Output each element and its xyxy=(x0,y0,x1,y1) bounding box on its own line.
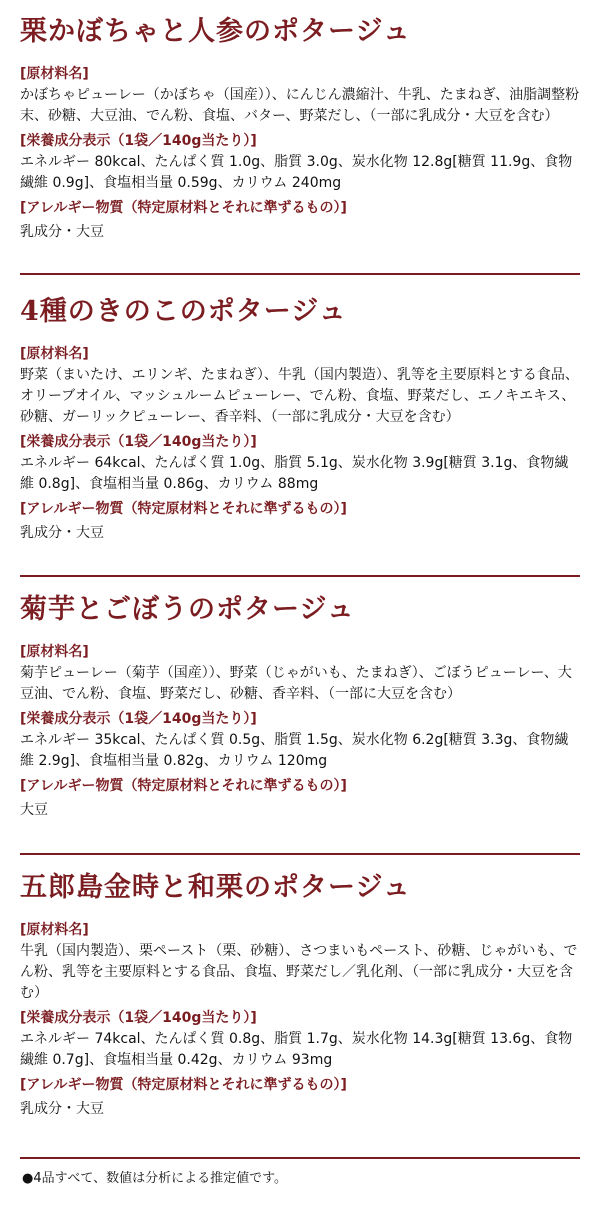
footnote: ●4品すべて、数値は分析による推定値です。 xyxy=(22,1171,288,1186)
section-divider xyxy=(20,1157,580,1159)
product-title: 4種のきのこのポタージュ xyxy=(20,296,347,327)
section-divider xyxy=(20,853,580,855)
nutrition-text: エネルギー 80kcal、たんぱく質 1.0g、脂質 3.0g、炭水化物 12.8g[糖質 11.9g、食物繊維 0.9g]、食塩相当量 0.59g、カリウム 240mg xyxy=(20,154,573,191)
nutrition-heading: [栄養成分表示（1袋／140g当たり）] xyxy=(20,711,257,727)
section-divider xyxy=(20,273,580,275)
product-section xyxy=(20,590,580,821)
allergy-text: 乳成分・大豆 xyxy=(20,1101,104,1117)
allergy-text: 乳成分・大豆 xyxy=(20,224,104,240)
ingredients-text: 野菜（まいたけ、エリンギ、たまねぎ）、牛乳（国内製造）、乳等を主要原料とする食品、オリーブオイル、マッシュルームピューレー、でん粉、食塩、野菜だし、エノキエキス、砂糖、ガーリックピューレー、香辛料、（一部に乳成分・大豆を含む） xyxy=(20,367,579,425)
allergy-heading: [アレルギー物質（特定原材料とそれに準ずるもの）] xyxy=(20,778,347,794)
allergy-text: 大豆 xyxy=(20,802,48,818)
product-title: 菊芋とごぼうのポタージュ xyxy=(20,594,355,625)
product-section xyxy=(20,292,580,544)
nutrition-text: エネルギー 74kcal、たんぱく質 0.8g、脂質 1.7g、炭水化物 14.3g[糖質 13.6g、食物繊維 0.7g]、食塩相当量 0.42g、カリウム 93mg xyxy=(20,1031,573,1068)
nutrition-text: エネルギー 64kcal、たんぱく質 1.0g、脂質 5.1g、炭水化物 3.9g[糖質 3.1g、食物繊維 0.8g]、食塩相当量 0.86g、カリウム 88mg xyxy=(20,455,569,492)
product-section xyxy=(20,868,580,1120)
ingredients-text: 菊芋ピューレー（菊芋（国産））、野菜（じゃがいも、たまねぎ）、ごぼうピューレー、大豆油、でん粉、食塩、野菜だし、砂糖、香辛料、（一部に大豆を含む） xyxy=(20,665,572,702)
nutrition-heading: [栄養成分表示（1袋／140g当たり）] xyxy=(20,133,257,149)
allergy-heading: [アレルギー物質（特定原材料とそれに準ずるもの）] xyxy=(20,501,347,517)
ingredients-text: かぼちゃピューレー（かぼちゃ（国産））、にんじん濃縮汁、牛乳、たまねぎ、油脂調整粉末、砂糖、大豆油、でん粉、食塩、バター、野菜だし、（一部に乳成分・大豆を含む） xyxy=(20,87,580,124)
allergy-text: 乳成分・大豆 xyxy=(20,525,104,541)
allergy-heading: [アレルギー物質（特定原材料とそれに準ずるもの）] xyxy=(20,200,347,216)
section-divider xyxy=(20,575,580,577)
nutrition-text: エネルギー 35kcal、たんぱく質 0.5g、脂質 1.5g、炭水化物 6.2g[糖質 3.3g、食物繊維 2.9g]、食塩相当量 0.82g、カリウム 120mg xyxy=(20,732,569,769)
ingredients-heading: [原材料名] xyxy=(20,66,89,82)
allergy-heading: [アレルギー物質（特定原材料とそれに準ずるもの）] xyxy=(20,1077,347,1093)
ingredients-heading: [原材料名] xyxy=(20,644,89,660)
nutrition-heading: [栄養成分表示（1袋／140g当たり）] xyxy=(20,434,257,450)
ingredients-heading: [原材料名] xyxy=(20,922,89,938)
product-title: 栗かぼちゃと人参のポタージュ xyxy=(20,16,411,47)
ingredients-heading: [原材料名] xyxy=(20,346,89,362)
product-title: 五郎島金時と和栗のポタージュ xyxy=(20,872,411,903)
ingredients-text: 牛乳（国内製造）、栗ペースト（栗、砂糖）、さつまいもペースト、砂糖、じゃがいも、でん粉、乳等を主要原料とする食品、食塩、野菜だし／乳化剤、（一部に乳成分・大豆を含む） xyxy=(20,943,578,1001)
nutrition-heading: [栄養成分表示（1袋／140g当たり）] xyxy=(20,1010,257,1026)
product-section xyxy=(20,12,580,243)
